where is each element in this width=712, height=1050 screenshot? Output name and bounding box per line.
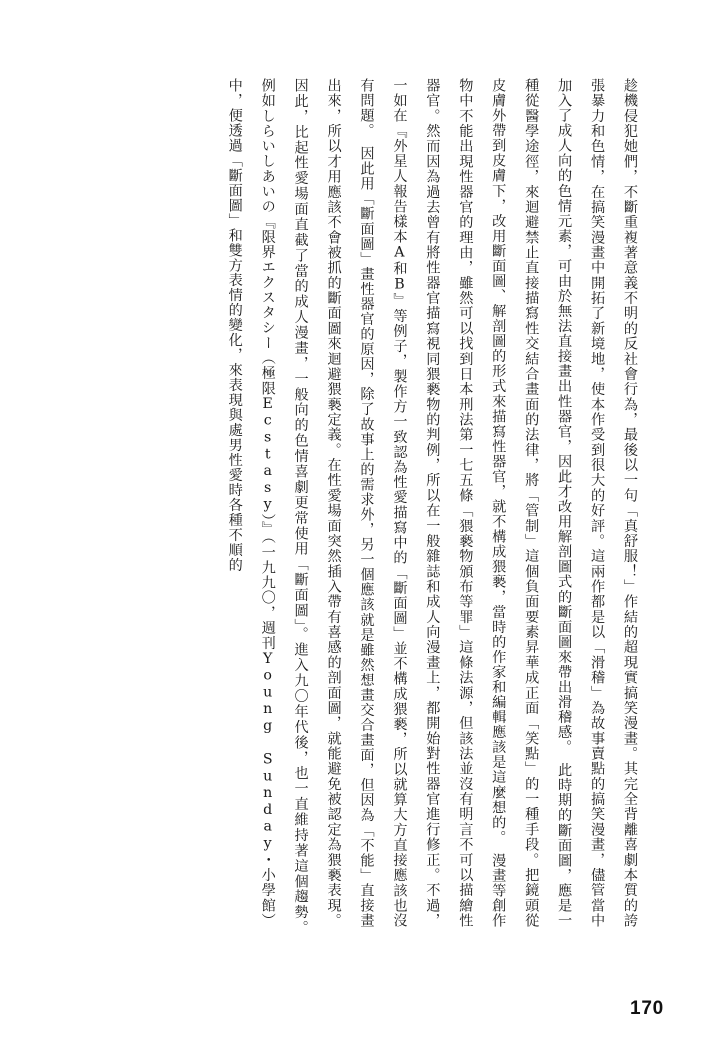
page-body-text: 趁機侵犯她們，不斷重複著意義不明的反社會行為，最後以一句「真舒服！」作結的超現實搞笑漫畫。其完全背離喜劇本質的誇張暴力和色情，在搞笑漫畫中開拓了新境地，使本作受到很大的好評。這兩作都是以「滑稽」為故事賣點的搞笑漫畫，儘管當中加入了成人向的色情元素，可由於無法直接畫出性器官，因此才改用解剖圖式的斷面圖來帶出滑稽感。 此時期的斷面圖，應是一種從醫學途徑，來迴避禁止直接描寫性交結合畫面的法律，將「管制」這個負面要素昇華成正面「笑點」的一種手段。把鏡頭從皮膚外帶到皮膚下，改用斷面圖、解剖圖的形式來描寫性器官，就不構成猥褻，當時的作家和編輯應該是這麼想的。 漫畫等創作物中不能出現性器官的理由，雖然可以找到日本刑法第一七五條「猥褻物頒布等罪」這條法源，但該法並沒有明言不可以描繪性器官。然而因為過去曾有將性器官描寫視同猥褻物的判例，所以在一般雜誌和成人向漫畫上，都開始對性器官進行修正。不過，一如在『外星人報告樣本A和B』等例子，製作方一致認為性愛描寫中的「斷面圖」並不構成猥褻，所以就算大方直接應該也沒有問題。 因此用「斷面圖」畫性器官的原因，除了故事上的需求外，另一個應該就是雖然想畫交合畫面，但因為「不能」直接畫出來，所以才用應該不會被抓的斷面圖來迴避猥褻定義。在性愛場面突然插入帶有喜感的剖面圖，就能避免被認定為猥褻表現。因此，比起性愛場面直截了當的成人漫畫，一般向的色情喜劇更常使用「斷面圖」。進入九〇年代後，也一直維持著這個趨勢。 例如しらいしあいの『限界エクスタシー（極限Ecstasy）』（一九九〇，週刊Young Sunday・小學館）中，便透過「斷面圖」和雙方表情的變化，來表現與處男性愛時各種不順的 (226, 78, 638, 943)
page-number: 170 (630, 998, 664, 1019)
